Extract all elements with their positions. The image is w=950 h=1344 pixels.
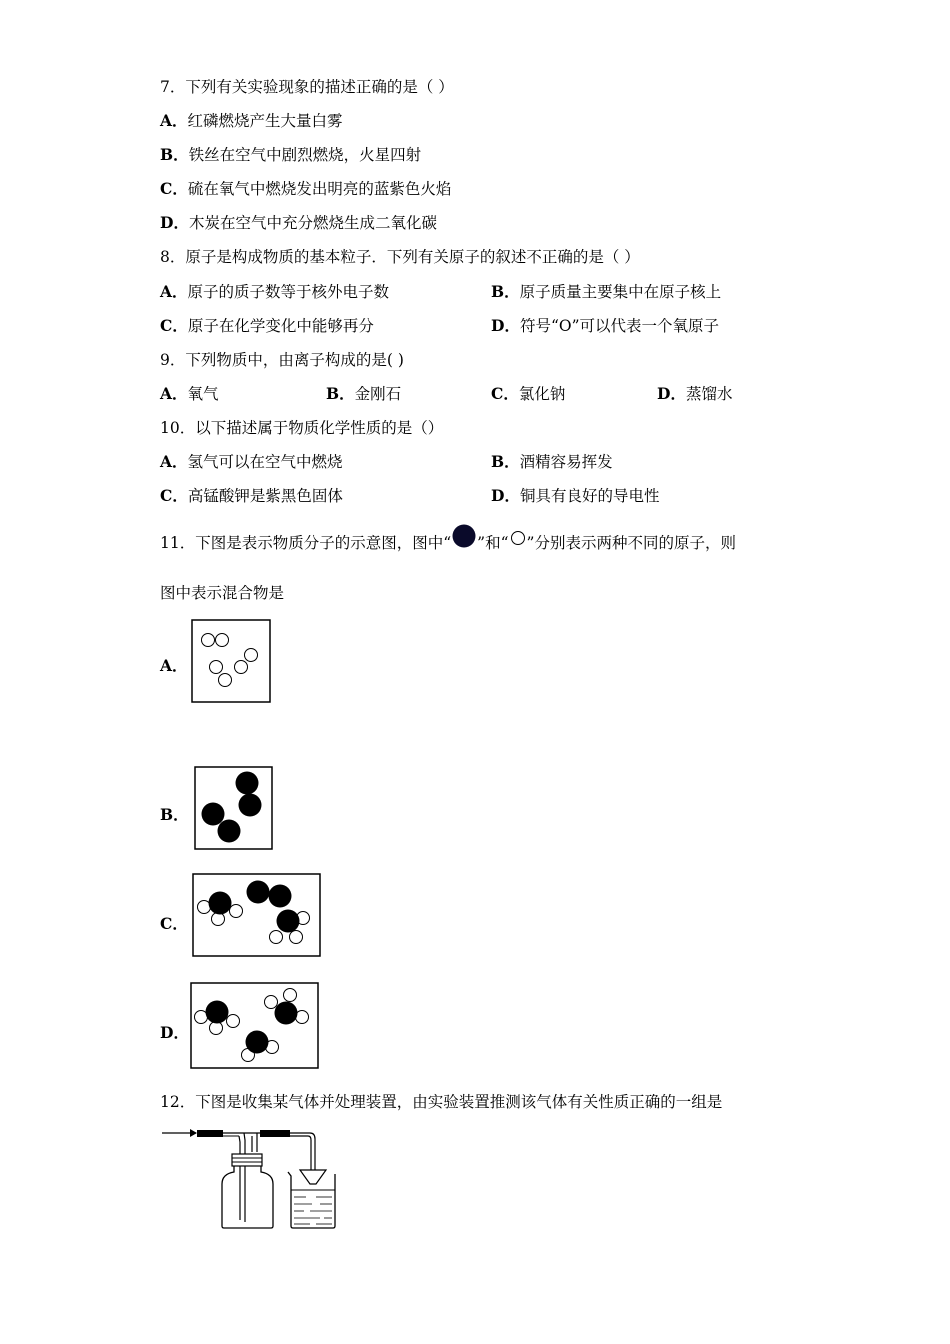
q10-option-d <box>491 486 659 506</box>
q11-stem-part: ”和“ <box>477 534 509 552</box>
option-label: D． <box>160 213 189 232</box>
option-text: 原子的质子数等于核外电子数 <box>187 283 390 301</box>
q10-option-b <box>491 452 613 472</box>
option-label: B． <box>326 384 355 403</box>
q8-option-d <box>491 316 719 336</box>
option-label: B． <box>491 282 520 301</box>
option-text: 氢气可以在空气中燃烧 <box>187 453 343 471</box>
q10-stem: 10．以下描述属于物质化学性质的是（） <box>160 419 444 437</box>
q8-option-c <box>160 316 374 336</box>
option-label: B． <box>160 145 189 164</box>
q8-stem: 8．原子是构成物质的基本粒子．下列有关原子的叙述不正确的是（ ） <box>160 248 640 266</box>
option-text: 红磷燃烧产生大量白雾 <box>187 112 343 130</box>
q11-option-b-label: B． <box>160 805 189 824</box>
q11-stem-line2: 图中表示混合物是 <box>160 584 285 602</box>
option-label: A． <box>160 452 188 471</box>
option-text: 硫在氧气中燃烧发出明亮的蓝紫色火焰 <box>187 180 452 198</box>
q11-option-d-label: D． <box>160 1023 189 1042</box>
q8-option-b <box>491 282 721 302</box>
q11-option-a-label: A． <box>160 656 188 675</box>
q11-option-a-diagram <box>191 619 272 704</box>
q7-stem: 7．下列有关实验现象的描述正确的是（ ） <box>160 78 454 96</box>
q7-option-a <box>160 111 343 131</box>
option-text: 氧气 <box>187 385 219 403</box>
q9-stem: 9．下列物质中，由离子构成的是( ) <box>160 351 404 369</box>
q9-option-d <box>657 384 732 404</box>
option-text: 铁丝在空气中剧烈燃烧，火星四射 <box>188 146 422 164</box>
q11-option-c-label: C． <box>160 914 188 933</box>
q9-option-a <box>160 384 219 404</box>
q7-option-d <box>160 213 437 233</box>
q11-stem <box>160 533 736 553</box>
option-text: 木炭在空气中充分燃烧生成二氧化碳 <box>188 214 437 232</box>
q12-stem: 12．下图是收集某气体并处理装置，由实验装置推测该气体有关性质正确的一组是 <box>160 1093 723 1111</box>
black-atom-icon <box>451 523 477 549</box>
option-label: D． <box>657 384 686 403</box>
option-text: 氯化钠 <box>518 385 566 403</box>
option-label: C． <box>160 486 188 505</box>
q8-option-a <box>160 282 389 302</box>
option-text: 铜具有良好的导电性 <box>519 487 660 505</box>
q7-option-b <box>160 145 421 165</box>
q10-option-c <box>160 486 343 506</box>
option-label: C． <box>160 316 188 335</box>
option-label: D． <box>491 316 520 335</box>
q11-option-c-diagram <box>192 873 322 958</box>
option-text: 符号“O”可以代表一个氧原子 <box>519 317 720 335</box>
option-text: 原子质量主要集中在原子核上 <box>519 283 722 301</box>
option-label: C． <box>491 384 519 403</box>
q11-option-b-diagram <box>194 766 274 851</box>
q12-apparatus-diagram <box>160 1122 340 1234</box>
q11-option-d-diagram <box>190 982 320 1070</box>
option-label: C． <box>160 179 188 198</box>
option-label: A． <box>160 384 188 403</box>
option-text: 原子在化学变化中能够再分 <box>187 317 374 335</box>
option-label: D． <box>491 486 520 505</box>
q10-option-a <box>160 452 343 472</box>
q9-option-c <box>491 384 565 404</box>
option-text: 酒精容易挥发 <box>519 453 613 471</box>
q7-option-c <box>160 179 451 199</box>
option-label: B． <box>491 452 520 471</box>
option-text: 蒸馏水 <box>685 385 733 403</box>
option-text: 金刚石 <box>354 385 402 403</box>
white-atom-icon <box>509 529 527 547</box>
option-text: 高锰酸钾是紫黑色固体 <box>187 487 343 505</box>
option-label: A． <box>160 282 188 301</box>
q11-stem-part: 11．下图是表示物质分子的示意图，图中“ <box>160 534 452 552</box>
q9-option-b <box>326 384 401 404</box>
q11-stem-part: ”分别表示两种不同的原子，则 <box>526 534 736 552</box>
option-label: A． <box>160 111 188 130</box>
